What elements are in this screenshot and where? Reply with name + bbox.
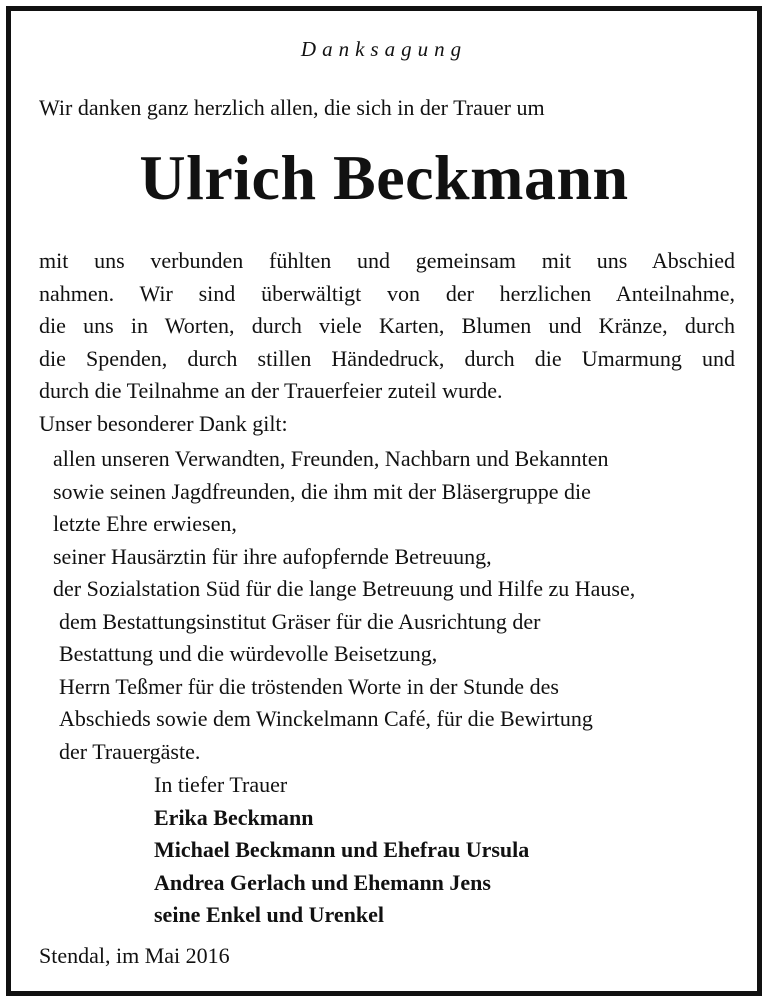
notice-frame — [6, 6, 762, 996]
paragraph-line: die Spenden, durch stillen Händedruck, durch die Umarmung und — [39, 345, 735, 371]
special-thanks-list — [53, 443, 635, 768]
deceased-name: Ulrich Beckmann — [139, 142, 629, 213]
thanks-line: dem Bestattungsinstitut Gräser für die Ausrichtung der — [59, 608, 541, 634]
paragraph-line: mit uns verbunden fühlten und gemeinsam mit uns Abschied — [39, 248, 735, 273]
thanks-line: letzte Ehre erwiesen, — [53, 511, 237, 536]
thanks-line: seiner Hausärztin für ihre aufopfernde Betreuung, — [53, 543, 492, 569]
paragraph-line: die uns in Worten, durch viele Karten, Blumen und Kränze, durch — [39, 313, 735, 338]
thanks-line: sowie seinen Jagdfreunden, die ihm mit der Bläsergruppe die — [53, 478, 591, 504]
intro-text: Wir danken ganz herzlich allen, die sich in der Trauer um — [39, 95, 545, 120]
paragraph-line: nahmen. Wir sind überwältigt von der herzlichen Anteilnahme, — [39, 280, 735, 306]
signature-block — [154, 769, 529, 932]
thanks-line: allen unseren Verwandten, Freunden, Nachbarn und Bekannten — [53, 446, 609, 471]
thanks-line: Herrn Teßmer für die tröstenden Worte in der Stunde des — [59, 673, 559, 699]
place-date: Stendal, im Mai 2016 — [39, 943, 230, 968]
signature-name: Michael Beckmann und Ehefrau Ursula — [154, 837, 530, 862]
signature-name: Andrea Gerlach und Ehemann Jens — [154, 869, 491, 895]
special-thanks-intro: Unser besonderer Dank gilt: — [39, 411, 288, 436]
thanks-line: der Trauergäste. — [59, 738, 201, 764]
thanks-line: der Sozialstation Süd für die lange Betreuung und Hilfe zu Hause, — [53, 576, 636, 601]
signature-name: seine Enkel und Urenkel — [154, 902, 385, 927]
signature-intro: In tiefer Trauer — [154, 772, 288, 797]
gratitude-paragraph — [39, 245, 735, 408]
thanks-line: Bestattung und die würdevolle Beisetzung, — [59, 641, 438, 666]
signature-name: Erika Beckmann — [154, 804, 314, 830]
notice-heading: Danksagung — [300, 37, 468, 61]
thanks-line: Abschieds sowie dem Winckelmann Café, für die Bewirtung — [59, 706, 593, 731]
paragraph-line: durch die Teilnahme an der Trauerfeier zuteil wurde. — [39, 378, 503, 403]
